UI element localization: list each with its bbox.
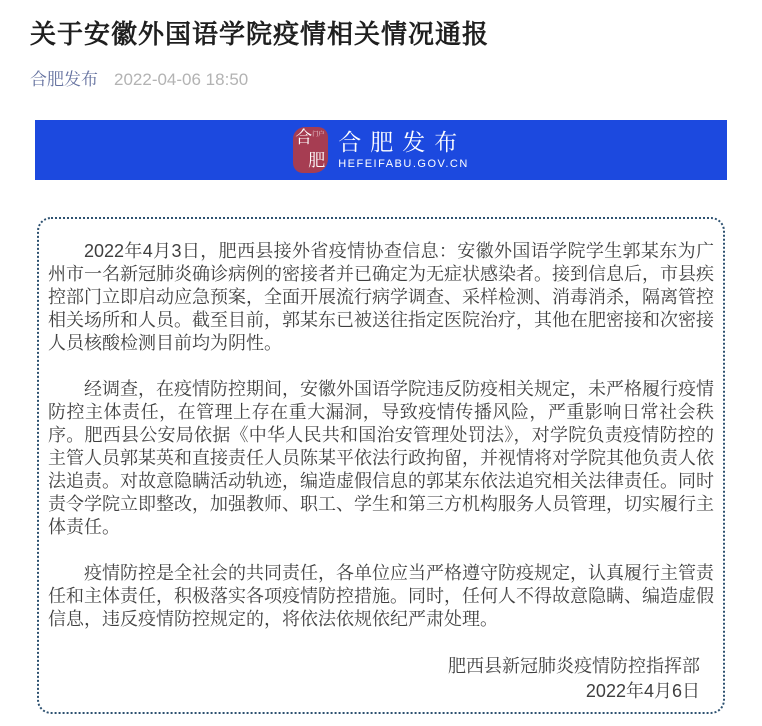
hefei-fabu-logo bbox=[293, 127, 469, 173]
banner-brand-name: 合肥发布 bbox=[338, 129, 467, 156]
page-title: 关于安徽外国语学院疫情相关情况通报 bbox=[30, 19, 490, 49]
hefei-fabu-banner[interactable] bbox=[35, 120, 727, 180]
banner-brand-url: HEFEIFABU.GOV.CN bbox=[338, 157, 469, 170]
seal-char-top: 合 bbox=[295, 128, 313, 148]
notice-paragraph-2: 经调查，在疫情防控期间，安徽外国语学院违反防疫相关规定，未严格履行疫情防控主体责任，在管理上存在重大漏洞，导致疫情传播风险，严重影响日常社会秩序。肥西县公安局依据《中华人民共和国治安管理处罚法》，对学院负责疫情防控的主管人员郭某英和直接责任人员陈某平依法行政拘留，并视情将对学院其他负责人依法追责。对故意隐瞒活动轨迹，编造虚假信息的郭某东依法追究相关法律责任。同时责令学院立即整改，加强教师、职工、学生和第三方机构服务人员管理，切实履行主体责任。 bbox=[48, 379, 714, 537]
signature-block bbox=[48, 654, 714, 704]
signature-date: 2022年4月6日 bbox=[585, 681, 700, 701]
banner-brand-text bbox=[338, 131, 469, 170]
notice-paragraph-3: 疫情防控是全社会的共同责任，各单位应当严格遵守防疫规定，认真履行主管责任和主体责任，积极落实各项疫情防控措施。同时，任何人不得故意隐瞒、编造虚假信息，违反疫情防控规定的，将依法依规依纪严肃处理。 bbox=[48, 563, 714, 629]
hefei-seal-icon bbox=[293, 127, 328, 173]
seal-char-bottom: 肥 bbox=[308, 151, 326, 171]
signature-name: 肥西县新冠肺炎疫情防控指挥部 bbox=[448, 656, 700, 676]
notice-content-box bbox=[37, 217, 725, 714]
notice-paragraph-1: 2022年4月3日，肥西县接外省疫情协查信息：安徽外国语学院学生郭某东为广州市一名新冠肺炎确诊病例的密接者并已确定为无症状感染者。接到信息后，市县疾控部门立即启动应急预案，全面开展流行病学调查、采样检测、消毒消杀，隔离管控相关场所和人员。截至目前，郭某东已被送往指定医院治疗，其他在肥密接和次密接人员核酸检测目前均为阴性。 bbox=[48, 241, 714, 353]
source-link[interactable]: 合肥发布 bbox=[30, 70, 98, 89]
seal-small-mark: 门户 bbox=[312, 132, 325, 138]
publish-time: 2022-04-06 18:50 bbox=[114, 70, 249, 89]
article-meta bbox=[30, 65, 732, 90]
